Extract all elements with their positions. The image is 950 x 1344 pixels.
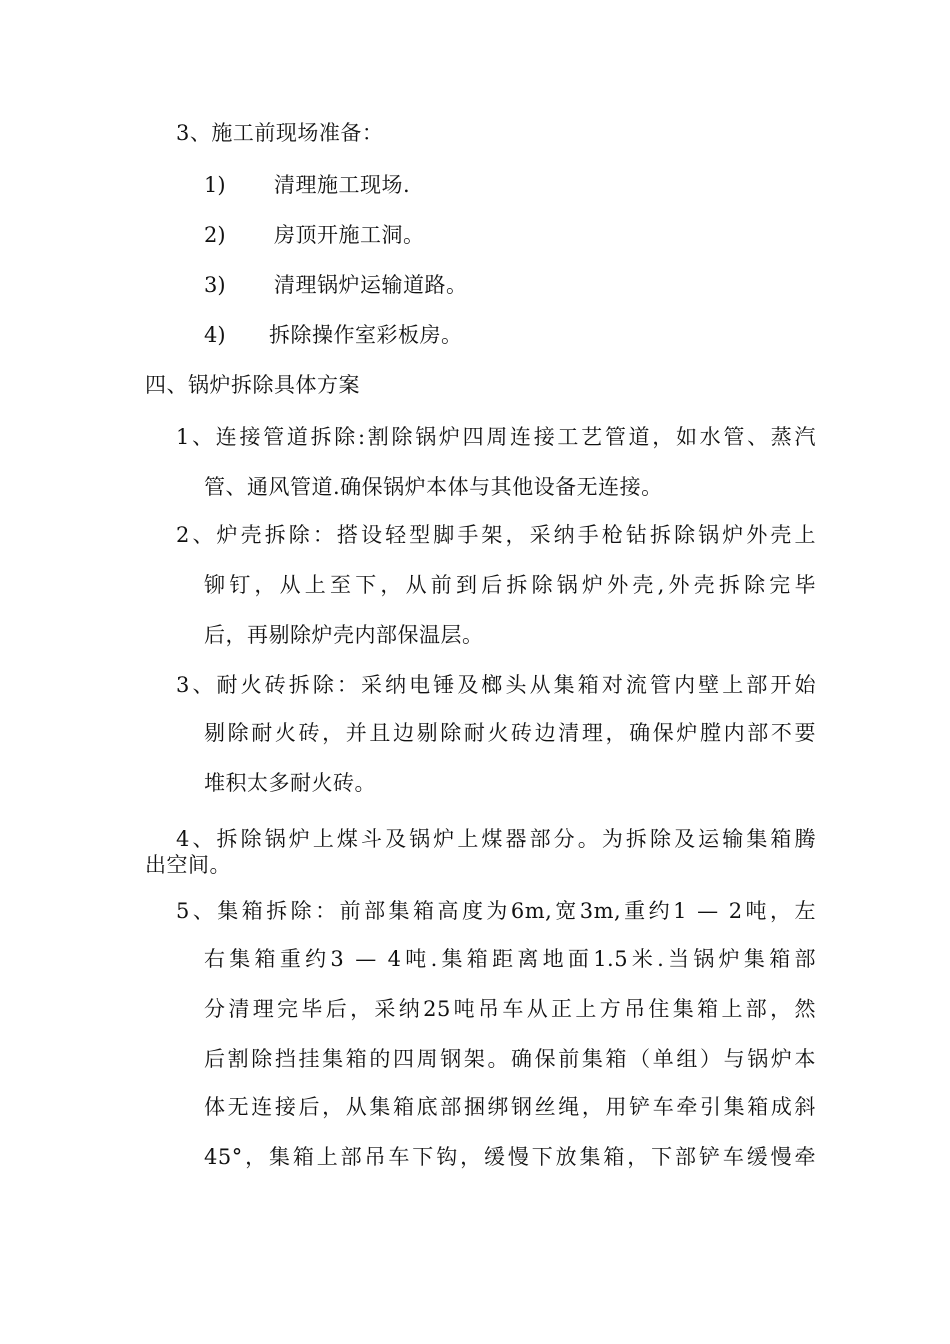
paragraph-2-line-3: 后，再剔除炉壳内部保温层。 [204, 623, 484, 647]
prep-item-2-text: 房顶开施工洞。 [274, 223, 425, 247]
paragraph-5-line-5: 体无连接后，从集箱底部捆绑钢丝绳，用铲车牵引集箱成斜 [204, 1095, 816, 1119]
paragraph-4-line-2: 出空间。 [145, 853, 231, 877]
prep-item-1-number: 1) [204, 173, 226, 197]
paragraph-1-line-2: 管、通风管道.确保锅炉本体与其他设备无连接。 [204, 475, 663, 499]
paragraph-5-line-2: 右集箱重约3 — 4吨.集箱距离地面1.5米.当锅炉集箱部 [204, 947, 816, 971]
paragraph-5-line-4: 后割除挡挂集箱的四周钢架。确保前集箱（单组）与锅炉本 [204, 1047, 816, 1071]
paragraph-3-line-1: 3、耐火砖拆除：采纳电锤及榔头从集箱对流管内壁上部开始 [176, 673, 816, 697]
prep-item-1-text: 清理施工现场. [274, 173, 411, 197]
paragraph-4-line-1: 4、拆除锅炉上煤斗及锅炉上煤器部分。为拆除及运输集箱腾 [176, 827, 816, 851]
prep-item-4-text: 拆除操作室彩板房。 [269, 323, 463, 347]
paragraph-5-line-1: 5、集箱拆除：前部集箱高度为6m,宽3m,重约1 — 2吨，左 [176, 899, 816, 923]
paragraph-1-line-1: 1、连接管道拆除:割除锅炉四周连接工艺管道，如水管、蒸汽 [176, 425, 816, 449]
paragraph-2-line-1: 2、炉壳拆除：搭设轻型脚手架，采纳手枪钻拆除锅炉外壳上 [176, 523, 816, 547]
paragraph-3-line-2: 剔除耐火砖，并且边剔除耐火砖边清理，确保炉膛内部不要 [204, 721, 816, 745]
paragraph-5-line-6: 45°，集箱上部吊车下钩，缓慢下放集箱，下部铲车缓慢牵 [204, 1145, 816, 1169]
section-4-heading: 四、锅炉拆除具体方案 [145, 373, 360, 397]
prep-item-4-number: 4) [204, 323, 226, 347]
paragraph-3-line-3: 堆积太多耐火砖。 [204, 771, 376, 795]
paragraph-5-line-3: 分清理完毕后，采纳25吨吊车从正上方吊住集箱上部，然 [204, 997, 816, 1021]
paragraph-2-line-2: 铆钉，从上至下，从前到后拆除锅炉外壳,外壳拆除完毕 [204, 573, 816, 597]
prep-item-2-number: 2) [204, 223, 226, 247]
prep-item-3-text: 清理锅炉运输道路。 [274, 273, 468, 297]
prep-item-3-number: 3) [204, 273, 226, 297]
prep-heading: 3、施工前现场准备： [176, 121, 384, 145]
